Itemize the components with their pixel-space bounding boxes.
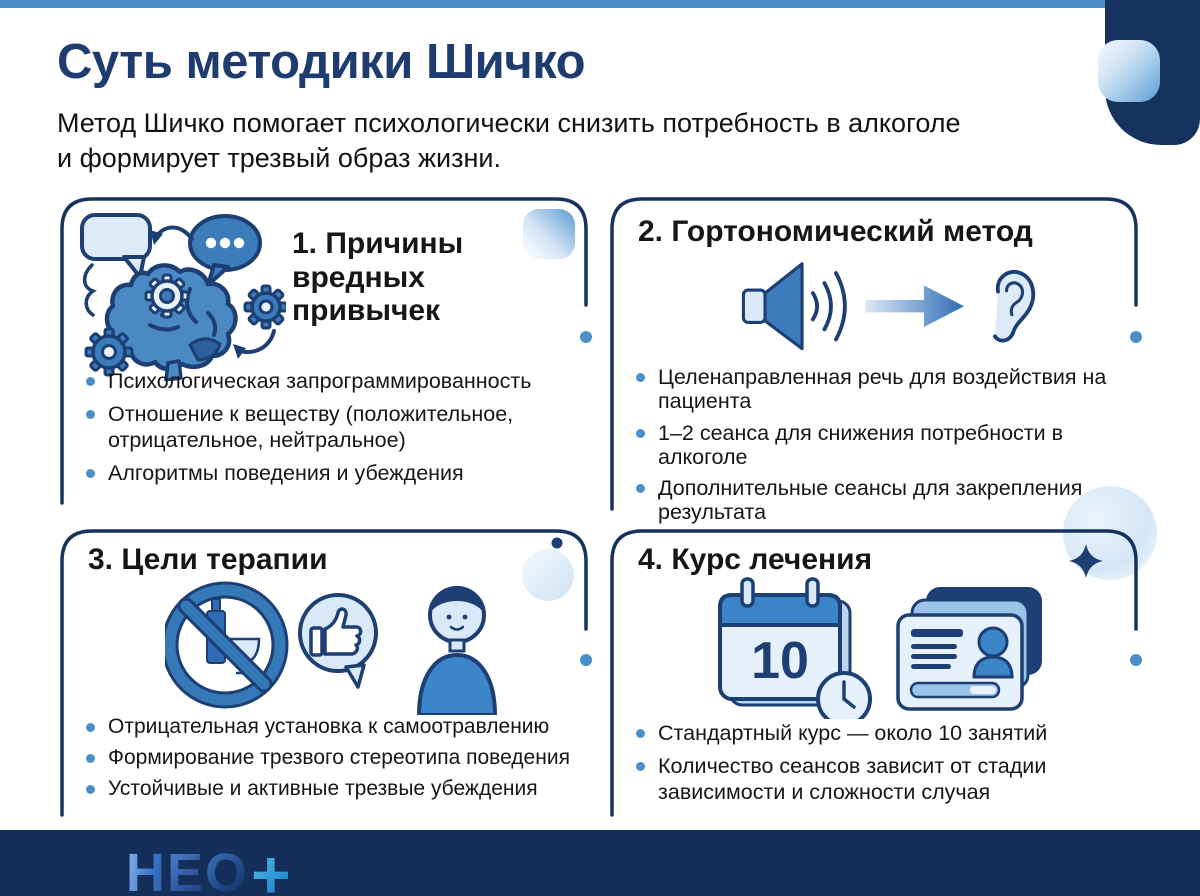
bullet-text: Психологическая запрограммированность	[108, 369, 532, 393]
bullet-item	[636, 421, 1122, 470]
no-alcohol-icon	[170, 590, 280, 700]
bullet-text: Устойчивые и активные трезвые убеждения	[108, 776, 538, 800]
bullet-text: Формирование трезвого стереотипа поведения	[108, 745, 570, 769]
card-therapy-goals	[60, 529, 588, 816]
gear-icon	[245, 286, 286, 328]
bullet-dot-icon	[86, 469, 95, 478]
bullet-list	[86, 369, 556, 486]
card-gortonomic-method	[610, 197, 1138, 525]
thumbs-up-icon	[300, 595, 376, 687]
bullet-list	[636, 365, 1122, 525]
person-icon	[419, 586, 495, 715]
bullet-dot-icon	[636, 429, 645, 438]
bullet-text: Количество сеансов зависит от стадии зависимости и сложности случая	[658, 754, 1047, 804]
bullet-text: Целенаправленная речь для воздействия на пациента	[658, 365, 1107, 414]
border-dot-decor	[580, 654, 592, 666]
bullet-item	[86, 746, 591, 771]
neo-plus-logo	[126, 834, 293, 896]
no-alcohol-thumbs-up-person-icon	[165, 575, 515, 715]
bullet-text: Стандартный курс — около 10 занятий	[658, 721, 1048, 745]
bullet-item	[86, 715, 591, 740]
card-treatment-course	[610, 529, 1138, 816]
bullet-item	[636, 476, 1122, 525]
bullet-list	[636, 721, 1136, 805]
card-causes	[60, 197, 588, 504]
top-accent-bar	[0, 0, 1200, 8]
bullet-dot-icon	[86, 410, 95, 419]
bullet-dot-icon	[636, 373, 645, 382]
corner-squircle-decor	[1098, 40, 1160, 102]
bullet-item	[636, 721, 1136, 746]
bullet-item	[86, 461, 556, 486]
border-dot-decor	[1130, 331, 1142, 343]
card-title-method: 2. Гортономический метод	[638, 215, 1033, 248]
border-dot-decor	[1130, 654, 1142, 666]
logo-letter: О	[205, 842, 249, 896]
speech-to-ear-icon	[690, 253, 1090, 361]
bullet-list	[86, 715, 591, 801]
bullet-dot-icon	[636, 729, 645, 738]
bullet-dot-icon	[86, 785, 95, 794]
bullet-dot-icon	[636, 762, 645, 771]
brain-gears-icon	[68, 203, 286, 381]
bullet-item	[636, 365, 1122, 414]
page-subtitle	[57, 106, 961, 175]
calendar-clock-id-cards-icon	[698, 577, 1048, 719]
card-title-causes: 1. Причины вредных привычек	[292, 227, 464, 328]
bullet-text: Отрицательная установка к самоотравлению	[108, 715, 550, 738]
bullet-item	[86, 777, 591, 802]
card-title-course: 4. Курс лечения	[638, 543, 873, 576]
calendar-number: 10	[751, 632, 809, 690]
logo-plus: +	[251, 836, 293, 896]
border-dot-decor	[580, 331, 592, 343]
bullet-dot-icon	[636, 484, 645, 493]
gear-icon	[146, 275, 188, 317]
bullet-dot-icon	[86, 377, 95, 386]
bullet-item	[86, 402, 556, 453]
bullet-dot-icon	[86, 754, 95, 763]
card-title-goals: 3. Цели терапии	[88, 543, 328, 576]
bullet-text: Алгоритмы поведения и убеждения	[108, 461, 464, 486]
id-cards-icon	[898, 587, 1042, 709]
subtitle-line-1: Метод Шичко помогает психологически снизить потребность в алкоголе	[57, 108, 961, 138]
sparkle-icon	[1068, 543, 1104, 579]
subtitle-line-2: и формирует трезвый образ жизни.	[57, 142, 501, 173]
logo-letter: Н	[126, 842, 167, 896]
bullet-text: 1–2 сеанса для снижения потребности в алкоголе	[658, 420, 1064, 469]
bullet-dot-icon	[86, 723, 95, 732]
bullet-text: Отношение к веществу (положительное, отрицательное, нейтральное)	[108, 402, 514, 452]
dot-decor	[552, 538, 563, 549]
page-title: Суть методики Шичко	[57, 35, 586, 89]
bullet-item	[636, 754, 1136, 805]
bullet-text: Дополнительные сеансы для закрепления результата	[658, 476, 1083, 525]
logo-letter: Е	[167, 842, 205, 896]
bullet-item	[86, 369, 556, 394]
calendar-icon	[720, 579, 870, 719]
